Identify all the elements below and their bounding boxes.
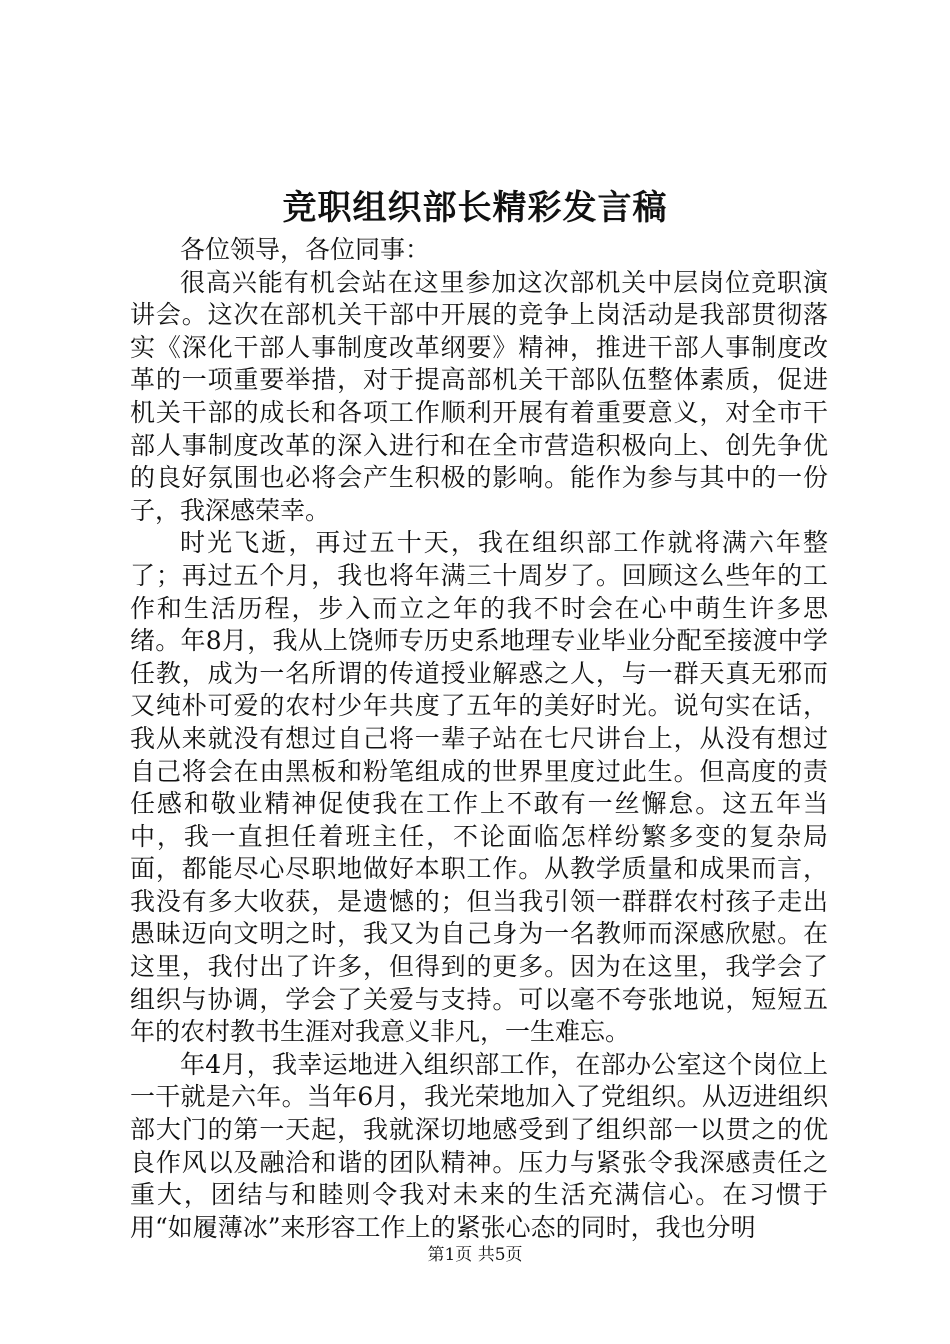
document-title: 竞职组织部长精彩发言稿 (282, 188, 668, 228)
body-paragraph: 年4月，我幸运地进入组织部工作，在部办公室这个岗位上一干就是六年。当年6月，我光荣地加入了党组织。从迈进组织部大门的第一天起，我就深切地感受到了组织部一以贯之的优良作风以及融洽和谐的团队精神。压力与紧张令我深感责任之重大，团结与和睦则令我对未来的生活充满信心。在习惯于用“如履薄冰”来形容工作上的紧张心态的同时，我也分明 (130, 1049, 828, 1242)
salutation-paragraph: 各位领导，各位同事： (180, 235, 431, 264)
document-body (130, 234, 828, 1244)
body-paragraph: 时光飞逝，再过五十天，我在组织部工作就将满六年整了；再过五个月，我也将年满三十周岁了。回顾这么些年的工作和生活历程，步入而立之年的我不时会在心中萌生许多思绪。年8月，我从上饶师专历史系地理专业毕业分配至接渡中学任教，成为一名所谓的传道授业解惑之人，与一群天真无邪而又纯朴可爱的农村少年共度了五年的美好时光。说句实在话，我从来就没有想过自己将一辈子站在七尺讲台上，从没有想过自己将会在由黑板和粉笔组成的世界里度过此生。但高度的责任感和敬业精神促使我在工作上不敢有一丝懈怠。这五年当中，我一直担任着班主任，不论面临怎样纷繁多变的复杂局面，都能尽心尽职地做好本职工作。从教学质量和成果而言，我没有多大收获，是遗憾的；但当我引领一群群农村孩子走出愚昧迈向文明之时，我又为自己身为一名教师而深感欣慰。在这里，我付出了许多，但得到的更多。因为在这里，我学会了组织与协调，学会了关爱与支持。可以毫不夸张地说，短短五年的农村教书生涯对我意义非凡，一生难忘。 (130, 528, 828, 1047)
body-paragraph: 很高兴能有机会站在这里参加这次部机关中层岗位竞职演讲会。这次在部机关干部中开展的竞争上岗活动是我部贯彻落实《深化干部人事制度改革纲要》精神，推进干部人事制度改革的一项重要举措，对于提高部机关干部队伍整体素质，促进机关干部的成长和各项工作顺利开展有着重要意义，对全市干部人事制度改革的深入进行和在全市营造积极向上、创先争优的良好氛围也必将会产生积极的影响。能作为参与其中的一份子，我深感荣幸。 (130, 267, 828, 525)
page-number-footer: 第1页 共5页 (427, 1245, 523, 1265)
